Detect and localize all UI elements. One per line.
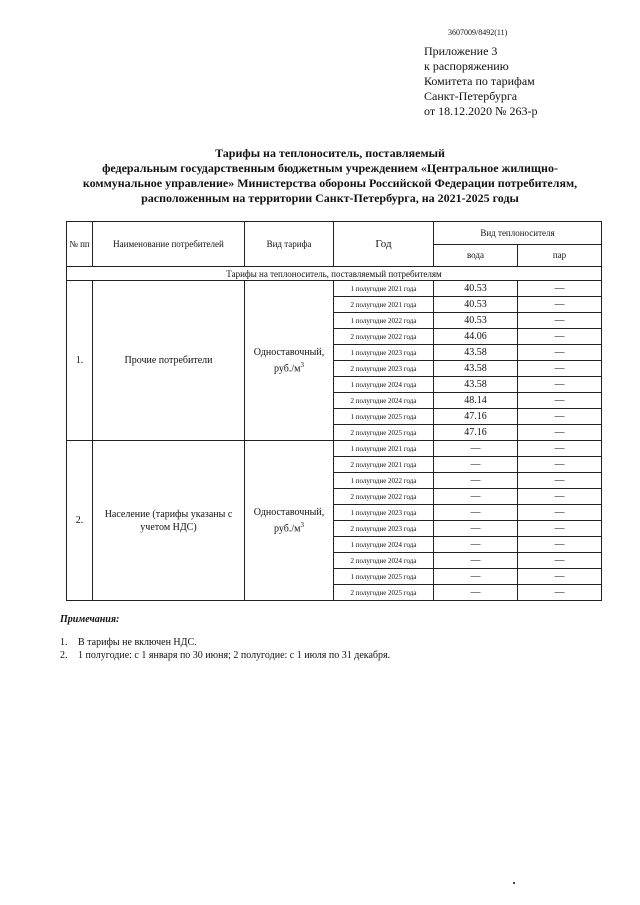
steam-tariff: —: [518, 361, 602, 377]
tariff-table: [66, 221, 602, 601]
note-item: [60, 649, 390, 662]
period: 1 полугодие 2025 года: [334, 409, 434, 425]
note-number: 2.: [60, 650, 68, 661]
period: 1 полугодие 2021 года: [334, 281, 434, 297]
header-heat-carrier: Вид теплоносителя: [434, 222, 602, 245]
steam-tariff: —: [518, 313, 602, 329]
table-row: [67, 281, 602, 297]
steam-tariff: —: [518, 537, 602, 553]
title-line: коммунальное управление» Министерства обороны Российской Федерации потребителям,: [82, 176, 578, 190]
header-water: вода: [434, 245, 518, 267]
appendix-line: Санкт-Петербурга: [424, 89, 518, 103]
water-tariff: —: [434, 441, 518, 457]
notes-list: [60, 636, 390, 662]
title-line: расположенным на территории Санкт-Петербурга, на 2021-2025 годы: [141, 191, 519, 205]
tariff-type: [245, 441, 334, 601]
water-tariff: 43.58: [434, 377, 518, 393]
tariff-unit: [245, 519, 333, 535]
header-consumer-name: Наименование потребителей: [93, 222, 245, 267]
steam-tariff: —: [518, 393, 602, 409]
period: 1 полугодие 2025 года: [334, 569, 434, 585]
header-steam: пар: [518, 245, 602, 267]
appendix-line: к распоряжению: [424, 59, 509, 73]
tariff-type-label: Одноставочный,: [253, 506, 325, 518]
document-id: 3607009/8492(11): [448, 28, 508, 37]
appendix-line: от 18.12.2020 № 263-р: [424, 104, 538, 118]
row-number: 1.: [67, 281, 93, 441]
period: 1 полугодие 2022 года: [334, 473, 434, 489]
title-line: Тарифы на теплоноситель, поставляемый: [215, 146, 445, 160]
water-tariff: —: [434, 585, 518, 601]
water-tariff: —: [434, 489, 518, 505]
period: 1 полугодие 2024 года: [334, 377, 434, 393]
steam-tariff: —: [518, 569, 602, 585]
table-body: [67, 267, 602, 601]
water-tariff: —: [434, 569, 518, 585]
tariff-unit-text: руб./м: [274, 523, 301, 535]
steam-tariff: —: [518, 441, 602, 457]
water-tariff: 40.53: [434, 281, 518, 297]
period: 2 полугодие 2024 года: [334, 393, 434, 409]
period: 2 полугодие 2021 года: [334, 297, 434, 313]
steam-tariff: —: [518, 409, 602, 425]
water-tariff: 47.16: [434, 425, 518, 441]
period: 1 полугодие 2022 года: [334, 313, 434, 329]
steam-tariff: —: [518, 425, 602, 441]
period: 1 полугодие 2023 года: [334, 345, 434, 361]
steam-tariff: —: [518, 329, 602, 345]
water-tariff: —: [434, 537, 518, 553]
steam-tariff: —: [518, 297, 602, 313]
period: 1 полугодие 2023 года: [334, 505, 434, 521]
water-tariff: —: [434, 457, 518, 473]
steam-tariff: —: [518, 553, 602, 569]
tariff-unit-text: руб./м: [274, 363, 301, 375]
section-title: Тарифы на теплоноситель, поставляемый потребителям: [67, 267, 602, 281]
steam-tariff: —: [518, 281, 602, 297]
tariff-type-label: Одноставочный,: [253, 346, 325, 358]
water-tariff: —: [434, 553, 518, 569]
note-number: 1.: [60, 637, 68, 648]
period: 2 полугодие 2022 года: [334, 329, 434, 345]
row-number: 2.: [67, 441, 93, 601]
period: 1 полугодие 2021 года: [334, 441, 434, 457]
appendix-block: [424, 44, 538, 119]
title-line: федеральным государственным бюджетным учреждением «Центральное жилищно-: [102, 161, 558, 175]
period: 2 полугодие 2025 года: [334, 585, 434, 601]
note-text: 1 полугодие: с 1 января по 30 июня; 2 полугодие: с 1 июля по 31 декабря.: [78, 650, 391, 661]
header-num: № пп: [67, 222, 93, 267]
period: 2 полугодие 2023 года: [334, 361, 434, 377]
section-row: [67, 267, 602, 281]
water-tariff: —: [434, 521, 518, 537]
period: 2 полугодие 2023 года: [334, 521, 434, 537]
water-tariff: 40.53: [434, 297, 518, 313]
water-tariff: 40.53: [434, 313, 518, 329]
period: 1 полугодие 2024 года: [334, 537, 434, 553]
header-tariff-type: Вид тарифа: [245, 222, 334, 267]
note-item: [60, 636, 390, 649]
water-tariff: 43.58: [434, 345, 518, 361]
scan-mark: [513, 882, 515, 884]
steam-tariff: —: [518, 489, 602, 505]
period: 2 полугодие 2024 года: [334, 553, 434, 569]
consumer-name: Население (тарифы указаны с учетом НДС): [93, 441, 245, 601]
header-year: Год: [334, 222, 434, 267]
water-tariff: —: [434, 473, 518, 489]
period: 2 полугодие 2022 года: [334, 489, 434, 505]
water-tariff: 43.58: [434, 361, 518, 377]
water-tariff: 47.16: [434, 409, 518, 425]
period: 2 полугодие 2021 года: [334, 457, 434, 473]
water-tariff: —: [434, 505, 518, 521]
tariff-unit-exponent: 3: [300, 520, 304, 529]
tariff-unit: [245, 359, 333, 375]
water-tariff: 44.06: [434, 329, 518, 345]
tariff-type: [245, 281, 334, 441]
notes-title: Примечания:: [60, 614, 120, 625]
steam-tariff: —: [518, 521, 602, 537]
appendix-line: Комитета по тарифам: [424, 74, 535, 88]
table-row: [67, 441, 602, 457]
steam-tariff: —: [518, 585, 602, 601]
water-tariff: 48.14: [434, 393, 518, 409]
steam-tariff: —: [518, 505, 602, 521]
appendix-line: Приложение 3: [424, 44, 498, 58]
document-title: [60, 146, 600, 206]
steam-tariff: —: [518, 473, 602, 489]
period: 2 полугодие 2025 года: [334, 425, 434, 441]
consumer-name: Прочие потребители: [93, 281, 245, 441]
steam-tariff: —: [518, 457, 602, 473]
steam-tariff: —: [518, 377, 602, 393]
tariff-unit-exponent: 3: [300, 360, 304, 369]
steam-tariff: —: [518, 345, 602, 361]
note-text: В тарифы не включен НДС.: [78, 637, 197, 648]
